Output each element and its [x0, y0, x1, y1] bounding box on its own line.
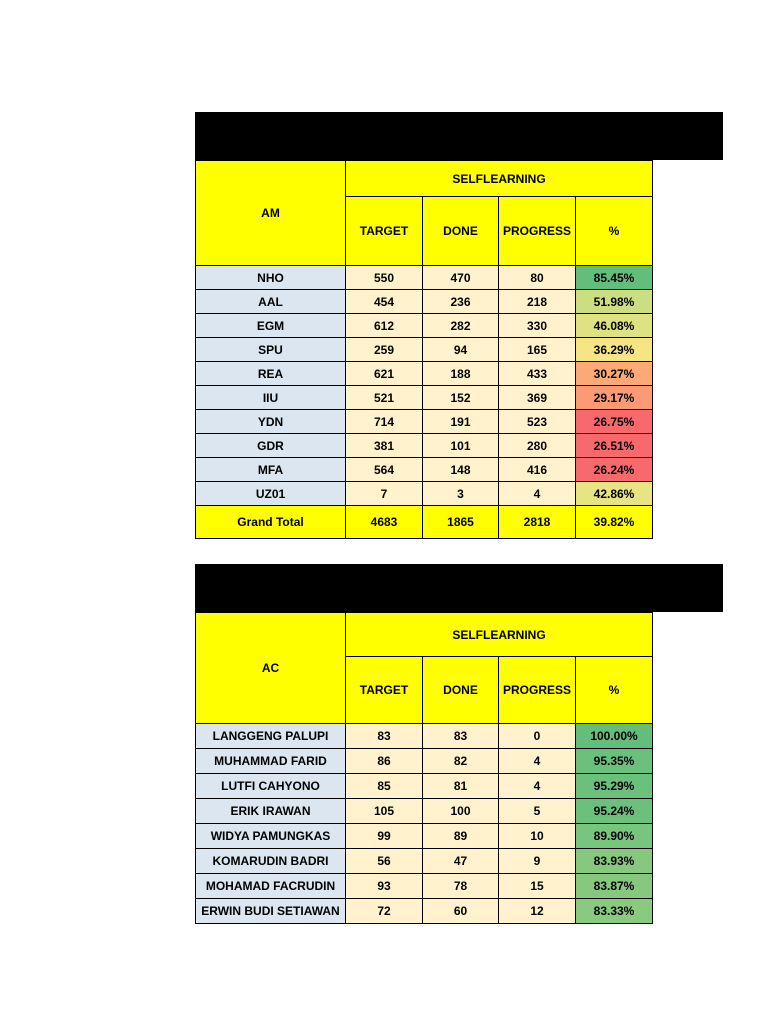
grand-total-label: Grand Total: [196, 506, 346, 539]
row-percent: 83.87%: [576, 874, 653, 899]
row-name: NHO: [196, 266, 346, 290]
table-row: [196, 482, 653, 506]
row-name: AAL: [196, 290, 346, 314]
row-done: 47: [423, 849, 499, 874]
row-progress: 218: [499, 290, 576, 314]
table-row: [196, 314, 653, 338]
row-done: 148: [423, 458, 499, 482]
table-row: [196, 824, 653, 849]
row-done: 191: [423, 410, 499, 434]
row-target: 521: [346, 386, 423, 410]
row-name: IIU: [196, 386, 346, 410]
table-row: [196, 458, 653, 482]
target-header: TARGET: [346, 197, 423, 266]
table-row: [196, 774, 653, 799]
row-percent: 36.29%: [576, 338, 653, 362]
progress-header: PROGRESS: [499, 197, 576, 266]
row-progress: 369: [499, 386, 576, 410]
row-done: 100: [423, 799, 499, 824]
row-name: REA: [196, 362, 346, 386]
row-progress: 9: [499, 849, 576, 874]
grand-total-progress: 2818: [499, 506, 576, 539]
row-target: 714: [346, 410, 423, 434]
row-percent: 95.35%: [576, 749, 653, 774]
row-name: LUTFI CAHYONO: [196, 774, 346, 799]
row-percent: 100.00%: [576, 724, 653, 749]
row-name: YDN: [196, 410, 346, 434]
row-target: 550: [346, 266, 423, 290]
table-row: [196, 434, 653, 458]
row-name: GDR: [196, 434, 346, 458]
row-done: 83: [423, 724, 499, 749]
row-progress: 165: [499, 338, 576, 362]
table2-title-bar: [195, 564, 723, 612]
target-header: TARGET: [346, 657, 423, 724]
row-progress: 0: [499, 724, 576, 749]
am-header: AM: [196, 161, 346, 266]
row-target: 105: [346, 799, 423, 824]
row-progress: 5: [499, 799, 576, 824]
row-percent: 83.33%: [576, 899, 653, 924]
row-name: ERWIN BUDI SETIAWAN: [196, 899, 346, 924]
row-percent: 26.75%: [576, 410, 653, 434]
row-done: 3: [423, 482, 499, 506]
row-progress: 15: [499, 874, 576, 899]
row-percent: 95.29%: [576, 774, 653, 799]
row-name: LANGGENG PALUPI: [196, 724, 346, 749]
row-name: WIDYA PAMUNGKAS: [196, 824, 346, 849]
done-header: DONE: [423, 657, 499, 724]
row-name: KOMARUDIN BADRI: [196, 849, 346, 874]
row-done: 78: [423, 874, 499, 899]
table-row: [196, 386, 653, 410]
progress-header: PROGRESS: [499, 657, 576, 724]
row-target: 7: [346, 482, 423, 506]
row-done: 81: [423, 774, 499, 799]
row-progress: 10: [499, 824, 576, 849]
row-name: MUHAMMAD FARID: [196, 749, 346, 774]
row-target: 56: [346, 849, 423, 874]
row-percent: 26.51%: [576, 434, 653, 458]
row-done: 282: [423, 314, 499, 338]
row-target: 381: [346, 434, 423, 458]
selflearning-header: SELFLEARNING: [346, 161, 653, 197]
am-selflearning-table: [195, 160, 653, 539]
row-done: 60: [423, 899, 499, 924]
row-percent: 29.17%: [576, 386, 653, 410]
grand-total-percent: 39.82%: [576, 506, 653, 539]
row-progress: 330: [499, 314, 576, 338]
row-progress: 12: [499, 899, 576, 924]
row-target: 85: [346, 774, 423, 799]
row-done: 94: [423, 338, 499, 362]
ac-selflearning-table: [195, 612, 653, 924]
table-row: [196, 849, 653, 874]
row-target: 621: [346, 362, 423, 386]
row-name: SPU: [196, 338, 346, 362]
row-target: 564: [346, 458, 423, 482]
row-percent: 26.24%: [576, 458, 653, 482]
row-target: 86: [346, 749, 423, 774]
table-row: [196, 290, 653, 314]
row-done: 188: [423, 362, 499, 386]
grand-total-done: 1865: [423, 506, 499, 539]
row-percent: 46.08%: [576, 314, 653, 338]
table-row: [196, 749, 653, 774]
row-target: 72: [346, 899, 423, 924]
percent-header: %: [576, 197, 653, 266]
row-done: 89: [423, 824, 499, 849]
row-percent: 51.98%: [576, 290, 653, 314]
row-done: 152: [423, 386, 499, 410]
table-row: [196, 266, 653, 290]
row-target: 259: [346, 338, 423, 362]
row-name: ERIK IRAWAN: [196, 799, 346, 824]
row-percent: 95.24%: [576, 799, 653, 824]
table-row: [196, 410, 653, 434]
percent-header: %: [576, 657, 653, 724]
row-target: 83: [346, 724, 423, 749]
grand-total-target: 4683: [346, 506, 423, 539]
row-percent: 42.86%: [576, 482, 653, 506]
row-target: 99: [346, 824, 423, 849]
row-name: UZ01: [196, 482, 346, 506]
row-progress: 433: [499, 362, 576, 386]
table-row: [196, 874, 653, 899]
row-percent: 85.45%: [576, 266, 653, 290]
row-progress: 4: [499, 749, 576, 774]
row-name: MFA: [196, 458, 346, 482]
selflearning-header: SELFLEARNING: [346, 613, 653, 657]
row-progress: 4: [499, 774, 576, 799]
row-progress: 280: [499, 434, 576, 458]
ac-header: AC: [196, 613, 346, 724]
row-percent: 83.93%: [576, 849, 653, 874]
row-target: 93: [346, 874, 423, 899]
row-name: EGM: [196, 314, 346, 338]
table-row: [196, 799, 653, 824]
row-target: 612: [346, 314, 423, 338]
table-row: [196, 724, 653, 749]
row-progress: 523: [499, 410, 576, 434]
row-name: MOHAMAD FACRUDIN: [196, 874, 346, 899]
row-percent: 89.90%: [576, 824, 653, 849]
done-header: DONE: [423, 197, 499, 266]
row-done: 470: [423, 266, 499, 290]
row-progress: 4: [499, 482, 576, 506]
row-done: 82: [423, 749, 499, 774]
table1-title-bar: [195, 112, 723, 160]
row-progress: 416: [499, 458, 576, 482]
table-row: [196, 362, 653, 386]
table-row: [196, 899, 653, 924]
table-row: [196, 338, 653, 362]
row-done: 101: [423, 434, 499, 458]
row-progress: 80: [499, 266, 576, 290]
row-target: 454: [346, 290, 423, 314]
row-done: 236: [423, 290, 499, 314]
row-percent: 30.27%: [576, 362, 653, 386]
